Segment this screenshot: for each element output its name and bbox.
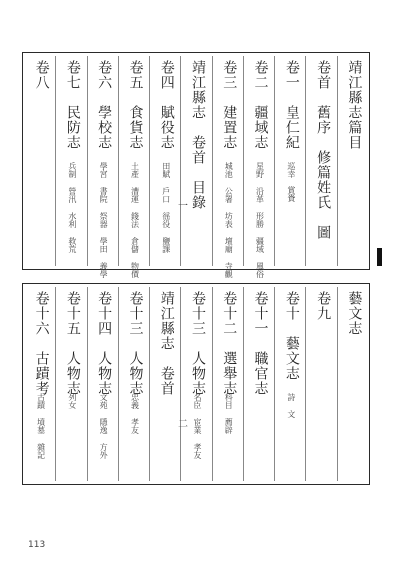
bottom-column-rule bbox=[118, 287, 119, 481]
top-column-rule bbox=[243, 56, 244, 266]
bottom-subtopics-b6: 名臣 宦業 孝友 bbox=[193, 393, 202, 459]
bottom-column-rule bbox=[87, 287, 88, 481]
bottom-heading-b8: 卷十三 人物志 bbox=[127, 291, 144, 396]
bottom-subtopics-b8: 忠義 孝友 bbox=[130, 393, 140, 434]
top-column-rule bbox=[305, 56, 306, 266]
top-heading-c3: 卷二 疆域志 bbox=[252, 60, 269, 150]
bottom-column-rule bbox=[212, 287, 213, 481]
top-subtopics-c4: 城池 公署 坊表 壇廟 寺觀 bbox=[224, 162, 234, 278]
bottom-heading-b2: 卷九 bbox=[315, 291, 332, 321]
top-column-rule bbox=[274, 56, 275, 266]
bottom-heading-b9: 卷十四 人物志 bbox=[96, 291, 113, 396]
top-heading-c7: 卷五 食貨志 bbox=[127, 60, 144, 150]
bottom-column-rule bbox=[180, 287, 181, 481]
folio-marker-bottom: 二 bbox=[178, 419, 188, 430]
top-heading-c9: 卷七 民防志 bbox=[64, 60, 81, 150]
top-subtopics-c8: 學宮 書院 祭器 學田 義學 bbox=[99, 162, 109, 278]
bottom-column-rule bbox=[149, 287, 150, 481]
top-subtopics-c9: 兵制 營汛 水利 救荒 bbox=[67, 162, 77, 253]
top-subtopics-c7: 土產 漕運 錢法 倉儲 物價 bbox=[130, 162, 140, 278]
top-column-rule bbox=[212, 56, 213, 266]
top-heading-c8: 卷六 學校志 bbox=[96, 60, 113, 150]
bottom-heading-b3: 卷十 藝文志 bbox=[283, 291, 300, 381]
top-heading-c4: 卷三 建置志 bbox=[221, 60, 238, 150]
bottom-subtopics-b5: 科目 薦辟 bbox=[224, 393, 234, 434]
top-heading-c1: 卷首 舊序 修篇姓氏 圖 bbox=[315, 60, 332, 240]
top-heading-c5: 靖江縣志 卷首 目錄 bbox=[190, 60, 206, 210]
top-heading-c10: 卷八 bbox=[33, 60, 50, 90]
top-column-rule bbox=[55, 56, 56, 266]
bottom-heading-b10: 卷十五 人物志 bbox=[64, 291, 81, 396]
bottom-column-rule bbox=[55, 287, 56, 481]
top-column-rule bbox=[118, 56, 119, 266]
bottom-column-rule bbox=[305, 287, 306, 481]
bottom-heading-b1: 藝文志 bbox=[346, 291, 363, 336]
top-heading-c6: 卷四 賦役志 bbox=[158, 60, 175, 150]
top-column-rule bbox=[87, 56, 88, 266]
top-subtopics-c3: 星野 沿革 形勝 疆域 風俗 bbox=[255, 162, 265, 278]
bottom-heading-b4: 卷十一 職官志 bbox=[252, 291, 269, 396]
bottom-column-rule bbox=[274, 287, 275, 481]
folio-marker-top: 一 bbox=[178, 201, 188, 212]
bottom-column-rule bbox=[337, 287, 338, 481]
bottom-subtopics-b9: 文苑 隱逸 方外 bbox=[99, 393, 109, 459]
top-heading-title: 靖江縣志篇目 bbox=[346, 60, 363, 150]
top-column-rule bbox=[180, 56, 181, 266]
bottom-heading-b5: 卷十二 選舉志 bbox=[221, 291, 238, 396]
top-column-rule bbox=[337, 56, 338, 266]
bottom-heading-b7: 靖江縣志 卷首 bbox=[158, 291, 175, 396]
binding-mark bbox=[377, 248, 382, 266]
bottom-subtopics-b11: 古蹟 墳墓 雜記 bbox=[36, 393, 46, 459]
top-column-rule bbox=[149, 56, 150, 266]
bottom-column-rule bbox=[243, 287, 244, 481]
bottom-heading-b6: 卷十三 人物志 bbox=[190, 291, 206, 396]
bottom-subtopics-b10: 列女 bbox=[67, 393, 77, 409]
bottom-heading-b11: 卷十六 古蹟考 bbox=[33, 291, 50, 396]
bottom-subtopics-b3: 詩 文 bbox=[286, 393, 296, 418]
top-subtopics-c2: 巡幸 賞賚 bbox=[286, 162, 296, 202]
top-subtopics-c6: 田賦 戶口 徭役 鹽課 bbox=[161, 162, 171, 253]
page-number: 113 bbox=[28, 540, 46, 550]
top-heading-c2: 卷一 皇仁紀 bbox=[283, 60, 300, 150]
